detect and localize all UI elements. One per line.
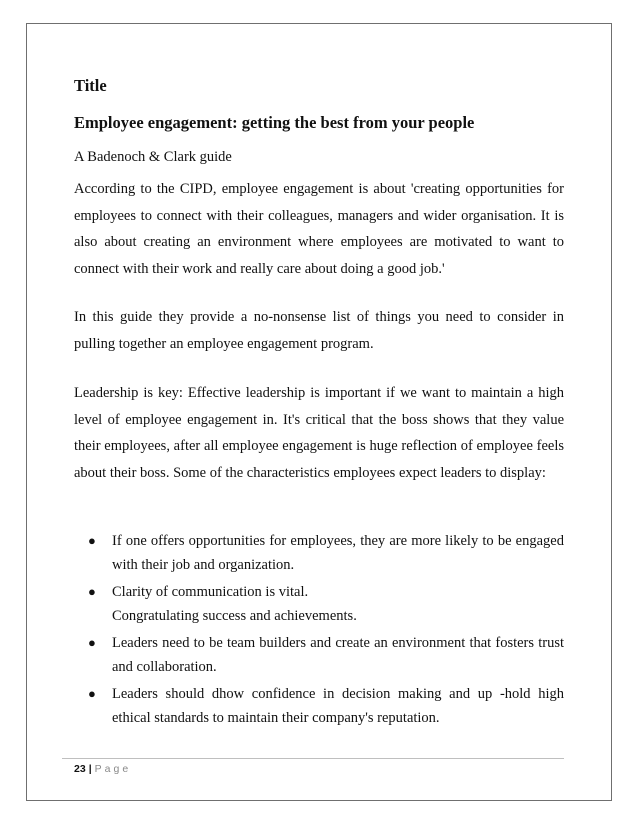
list-item-text: Leaders need to be team builders and create an environment that fosters trust and collaboration. — [112, 635, 564, 675]
bullet-list — [74, 529, 564, 733]
heading-label: Title — [74, 76, 107, 95]
paragraph-guide-intro: In this guide they provide a no-nonsense list of things you need to consider in pulling together an employee engagement program. — [74, 309, 564, 352]
list-item — [74, 529, 564, 577]
list-item — [74, 580, 564, 628]
list-item-text: If one offers opportunities for employees, they are more likely to be engaged with their job and organization. — [112, 533, 564, 573]
list-item — [74, 631, 564, 679]
paragraph-cipd-definition: According to the CIPD, employee engagement is about 'creating opportunities for employees to connect with their colleagues, managers and wider organisation. It is also about creating an environment where employees are motivated to want to connect with their work and really care about doing a good job.' — [74, 181, 564, 277]
bullet-icon: ● — [88, 584, 96, 599]
page-footer — [74, 763, 131, 775]
page-number: 23 — [74, 763, 86, 775]
list-item-continuation: Congratulating success and achievements. — [112, 608, 357, 624]
page-label: Page — [94, 763, 132, 775]
footer-divider — [62, 758, 564, 759]
list-item-text: Clarity of communication is vital. — [112, 584, 309, 600]
bullet-icon: ● — [88, 533, 96, 548]
list-item-text: Leaders should dhow confidence in decision making and up -hold high ethical standards to maintain their company's reputation. — [112, 686, 564, 726]
paragraph-leadership: Leadership is key: Effective leadership is important if we want to maintain a high level of employee engagement in. It's critical that the boss shows that they value their employees, after all employee engagement is huge reflection of employee feels about their boss. Some of the characteristics employees expect leaders to display: — [74, 385, 564, 481]
list-item — [74, 682, 564, 730]
bullet-icon: ● — [88, 686, 96, 701]
document-subtitle: A Badenoch & Clark guide — [74, 149, 232, 165]
bullet-icon: ● — [88, 635, 96, 650]
footer-separator: | — [88, 763, 92, 775]
document-title: Employee engagement: getting the best from your people — [74, 113, 475, 132]
